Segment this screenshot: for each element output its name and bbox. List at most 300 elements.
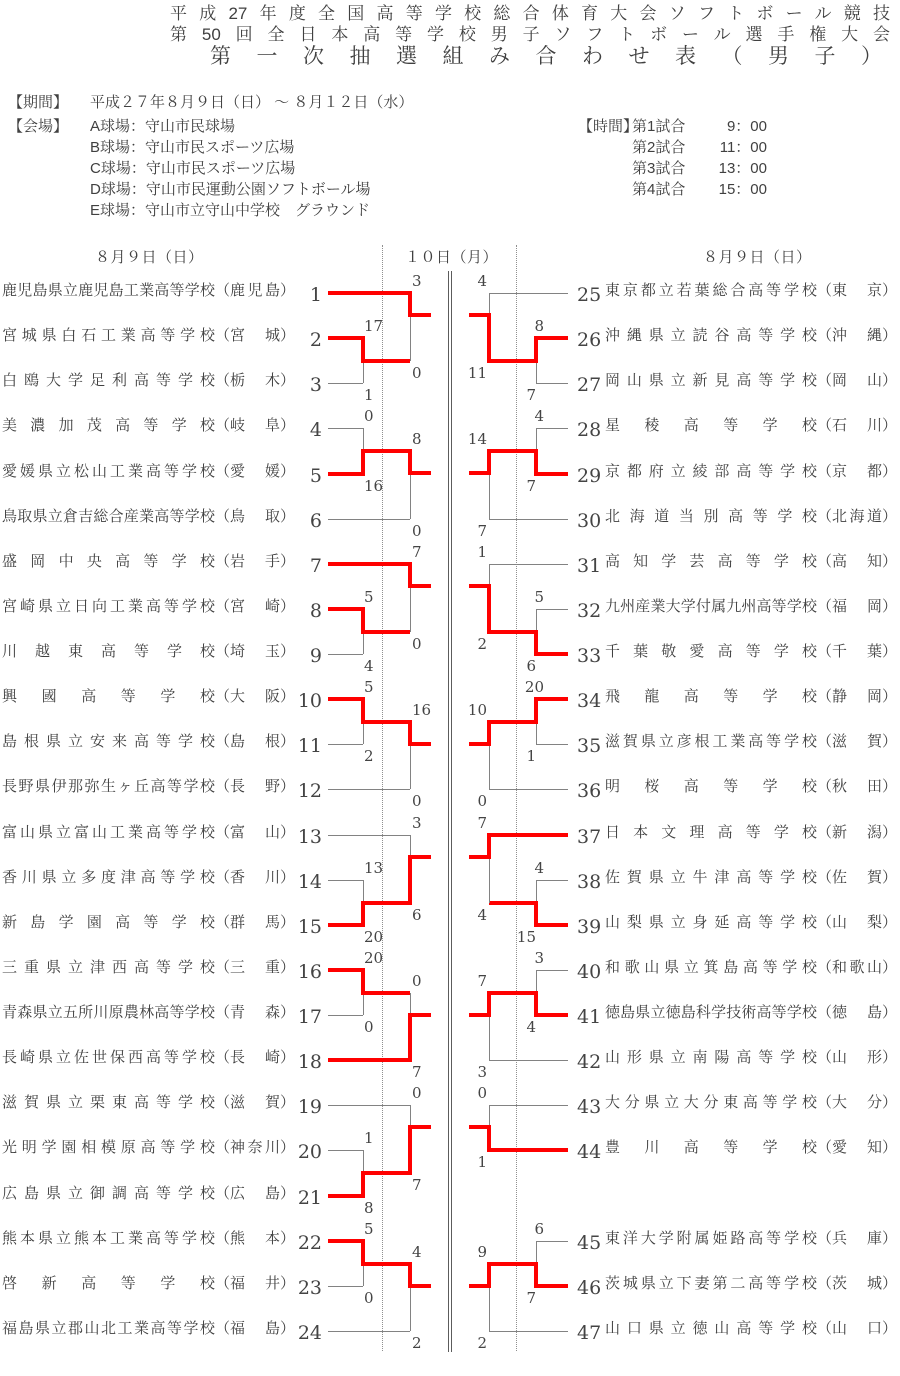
winner-line	[487, 313, 491, 363]
winner-line	[469, 742, 489, 746]
winner-line	[410, 855, 431, 859]
prefecture: 熊本	[230, 1230, 281, 1247]
match-score: 1	[364, 386, 374, 404]
prefecture: 鹿児島	[230, 282, 281, 299]
winner-line	[361, 968, 365, 995]
winner-line	[328, 968, 363, 972]
title-line-2: 第50回全日本高等学校男子ソフトボール選手権大会	[170, 25, 890, 44]
prefecture: 茨城	[832, 1275, 883, 1292]
prefecture: 佐賀	[832, 869, 883, 886]
winner-line	[487, 449, 491, 475]
team-number: 41	[577, 1006, 602, 1028]
venue-item: E球場：守山市立守山中学校 グラウンド	[90, 202, 371, 219]
team-number: 23	[297, 1277, 322, 1299]
team-name: 岡山県立新見高等学校	[605, 372, 817, 389]
match-score: 11	[467, 364, 487, 382]
team-number: 38	[577, 871, 602, 893]
team-pref: （福井）	[215, 1275, 296, 1292]
prefecture: 滋賀	[832, 733, 883, 750]
bracket-line	[489, 564, 568, 565]
winner-line	[489, 359, 536, 363]
winner-line	[489, 1148, 568, 1152]
team-name: 川越東高等学校	[2, 643, 215, 660]
winner-line	[328, 697, 363, 701]
team-number: 8	[309, 600, 322, 622]
prefecture: 鳥取	[230, 508, 281, 525]
team-number: 36	[577, 780, 602, 802]
bracket-line	[328, 1331, 410, 1332]
match-score: 0	[364, 1289, 374, 1307]
winner-line	[408, 855, 412, 905]
team-pref: （栃木）	[215, 372, 296, 389]
bracket-line	[489, 1105, 568, 1106]
team-pref: （長崎）	[215, 1049, 296, 1066]
team-pref: （岡山）	[817, 372, 898, 389]
team-name: 日本文理高等学校	[605, 824, 817, 841]
team-name: 盛岡中央高等学校	[2, 553, 215, 570]
prefecture: 広島	[230, 1185, 281, 1202]
team-number: 47	[577, 1322, 602, 1344]
team-name: 北海道当別高等学校	[605, 508, 817, 525]
team-number: 42	[577, 1051, 602, 1073]
prefecture: 富山	[230, 824, 281, 841]
team-name: 大分県立大分東高等学校	[605, 1094, 817, 1111]
winner-line	[487, 1262, 491, 1288]
team-number: 43	[577, 1096, 602, 1118]
venue-item: A球場：守山市民球場	[90, 118, 236, 135]
winner-line	[328, 1058, 410, 1062]
team-pref: （宮城）	[215, 327, 296, 344]
team-number: 26	[577, 329, 602, 351]
winner-line	[328, 336, 363, 340]
match-score: 4	[534, 407, 544, 425]
bracket-line	[328, 744, 363, 745]
team-pref: （愛媛）	[215, 463, 296, 480]
team-number: 31	[577, 555, 602, 577]
winner-line	[361, 449, 365, 476]
team-name: 宮崎県立日向工業高等学校	[2, 598, 215, 615]
prefecture: 石川	[832, 417, 883, 434]
team-number: 34	[577, 690, 602, 712]
team-name: 山梨県立身延高等学校	[605, 914, 817, 931]
team-pref: （熊本）	[215, 1230, 296, 1247]
winner-line	[469, 1284, 489, 1288]
team-name: 東京都立若葉総合高等学校	[605, 282, 817, 299]
bracket-line	[328, 428, 363, 429]
column-header-middle: １０日（月）	[405, 249, 499, 266]
prefecture: 福岡	[832, 598, 883, 615]
match-score: 4	[526, 1018, 536, 1036]
team-pref: （埼玉）	[215, 643, 296, 660]
team-number: 30	[577, 510, 602, 532]
team-pref: （北海道）	[817, 508, 898, 525]
winner-line	[536, 652, 568, 656]
team-number: 14	[297, 871, 322, 893]
team-pref: （三重）	[215, 959, 296, 976]
game-time: 9：00	[726, 118, 767, 135]
winner-line	[469, 1013, 489, 1017]
winner-line	[363, 630, 410, 634]
team-pref: （京都）	[817, 463, 898, 480]
team-pref: （滋賀）	[215, 1094, 296, 1111]
winner-line	[534, 630, 538, 656]
bracket-line	[536, 428, 568, 429]
prefecture: 大阪	[230, 688, 281, 705]
winner-line	[410, 1125, 431, 1129]
prefecture: 秋田	[832, 778, 883, 795]
prefecture: 大分	[832, 1094, 883, 1111]
team-pref: （長野）	[215, 778, 296, 795]
column-header-right: ８月９日（日）	[703, 249, 812, 266]
prefecture: 栃木	[230, 372, 281, 389]
bracket-line	[328, 880, 363, 881]
prefecture: 愛媛	[230, 463, 281, 480]
team-name: 光明学園相模原高等学校	[2, 1139, 215, 1156]
prefecture: 京都	[832, 463, 883, 480]
match-score: 5	[364, 588, 374, 606]
match-score: 20	[364, 928, 384, 946]
bracket-line	[489, 1331, 568, 1332]
bracket-line	[328, 519, 410, 520]
game-time: 15：00	[718, 181, 767, 198]
winner-line	[363, 901, 410, 905]
match-score: 0	[412, 972, 422, 990]
winner-line	[363, 1262, 410, 1266]
title-line-3: 第一次抽選組み合わせ表（男子）	[210, 45, 882, 68]
winner-line	[469, 855, 489, 859]
winner-line	[534, 991, 538, 1017]
team-pref: （和歌山）	[817, 959, 898, 976]
team-pref: （山形）	[817, 1049, 898, 1066]
time-label: 【時間】	[578, 118, 639, 135]
team-number: 46	[577, 1277, 602, 1299]
prefecture: 千葉	[832, 643, 883, 660]
winner-line	[361, 607, 365, 634]
match-score: 9	[477, 1243, 487, 1261]
match-score: 0	[412, 522, 422, 540]
winner-line	[536, 697, 568, 701]
team-pref: （静岡）	[817, 688, 898, 705]
match-score: 17	[364, 317, 384, 335]
team-pref: （徳島）	[817, 1004, 898, 1021]
winner-line	[408, 291, 412, 317]
team-name: 三重県立津西高等学校	[2, 959, 215, 976]
winner-line	[408, 562, 412, 588]
match-score: 16	[364, 477, 384, 495]
team-number: 25	[577, 284, 602, 306]
winner-line	[408, 1013, 412, 1062]
team-number: 13	[297, 826, 322, 848]
team-pref: （新潟）	[817, 824, 898, 841]
team-number: 16	[297, 961, 322, 983]
team-name: 長野県伊那弥生ヶ丘高等学校	[2, 778, 215, 795]
team-pref: （佐賀）	[817, 869, 898, 886]
prefecture: 静岡	[832, 688, 883, 705]
prefecture: 高知	[832, 553, 883, 570]
match-score: 6	[412, 906, 422, 924]
team-name: 宮城県白石工業高等学校	[2, 327, 215, 344]
team-name: 山形県立南陽高等学校	[605, 1049, 817, 1066]
winner-line	[487, 720, 491, 746]
match-score: 0	[477, 1084, 487, 1102]
winner-line	[363, 720, 410, 724]
team-number: 19	[297, 1096, 322, 1118]
prefecture: 山形	[832, 1049, 883, 1066]
team-name: 美濃加茂高等学校	[2, 417, 215, 434]
winner-line	[328, 562, 410, 566]
match-score: 5	[364, 678, 374, 696]
match-score: 7	[526, 386, 536, 404]
team-number: 35	[577, 735, 602, 757]
bracket-line	[328, 1150, 363, 1151]
prefecture: 福島	[230, 1320, 281, 1337]
team-name: 島根県立安来高等学校	[2, 733, 215, 750]
winner-line	[534, 697, 538, 724]
match-score: 0	[412, 364, 422, 382]
team-number: 11	[297, 735, 322, 757]
match-score: 6	[534, 1220, 544, 1238]
winner-line	[408, 1262, 412, 1288]
bracket-line	[536, 1241, 568, 1242]
winner-line	[363, 359, 410, 363]
match-score: 1	[364, 1129, 374, 1147]
match-score: 10	[467, 701, 487, 719]
bracket-line	[536, 970, 568, 971]
prefecture: 宮城	[230, 327, 281, 344]
winner-line	[469, 584, 489, 588]
team-number: 33	[577, 645, 602, 667]
match-score: 16	[412, 701, 432, 719]
bracket-line	[536, 880, 568, 881]
match-score: 7	[526, 477, 536, 495]
team-number: 32	[577, 600, 602, 622]
winner-line	[489, 833, 568, 837]
team-name: 豊川高等学校	[605, 1139, 817, 1156]
winner-line	[410, 1284, 431, 1288]
team-name: 滋賀県立栗東高等学校	[2, 1094, 215, 1111]
winner-line	[469, 313, 489, 317]
team-pref: （福島）	[215, 1320, 296, 1337]
team-number: 44	[577, 1141, 602, 1163]
team-name: 愛媛県立松山工業高等学校	[2, 463, 215, 480]
team-pref: （大阪）	[215, 688, 296, 705]
team-number: 39	[577, 916, 602, 938]
venue-item: D球場：守山市民運動公園ソフトボール場	[90, 181, 371, 198]
team-pref: （青森）	[215, 1004, 296, 1021]
bracket-line	[489, 293, 568, 294]
team-name: 京都府立綾部高等学校	[605, 463, 817, 480]
venue-label: 【会場】	[8, 118, 69, 135]
match-score: 13	[364, 859, 384, 877]
winner-line	[363, 991, 410, 995]
winner-line	[408, 720, 412, 746]
team-pref: （滋賀）	[817, 733, 898, 750]
team-number: 17	[297, 1006, 322, 1028]
prefecture: 埼玉	[230, 643, 281, 660]
winner-line	[361, 1171, 365, 1198]
team-number: 28	[577, 419, 602, 441]
team-name: 鹿児島県立鹿児島工業高等学校	[2, 282, 215, 299]
match-score: 7	[412, 1063, 422, 1081]
team-pref: （高知）	[817, 553, 898, 570]
winner-line	[361, 697, 365, 724]
prefecture: 三重	[230, 959, 281, 976]
prefecture: 山梨	[832, 914, 883, 931]
match-score: 2	[412, 1334, 422, 1352]
team-name: 山口県立徳山高等学校	[605, 1320, 817, 1337]
prefecture: 長崎	[230, 1049, 281, 1066]
match-score: 0	[412, 635, 422, 653]
prefecture: 群馬	[230, 914, 281, 931]
team-pref: （香川）	[215, 869, 296, 886]
winner-line	[328, 1194, 363, 1198]
match-score: 0	[412, 1084, 422, 1102]
winner-line	[536, 1013, 568, 1017]
game-label: 第2試合	[632, 139, 686, 156]
match-score: 4	[534, 859, 544, 877]
team-pref: （岩手）	[215, 553, 296, 570]
team-name: 興國高等学校	[2, 688, 215, 705]
venue-item: C球場：守山市民スポーツ広場	[90, 160, 296, 177]
winner-line	[410, 1013, 431, 1017]
winner-line	[408, 449, 412, 475]
team-name: 千葉敬愛高等学校	[605, 643, 817, 660]
game-time: 13：00	[718, 160, 767, 177]
team-number: 40	[577, 961, 602, 983]
match-score: 3	[534, 949, 544, 967]
team-number: 22	[297, 1232, 322, 1254]
prefecture: 沖縄	[832, 327, 883, 344]
match-score: 4	[477, 272, 487, 290]
prefecture: 山口	[832, 1320, 883, 1337]
match-score: 20	[364, 949, 384, 967]
team-pref: （岐阜）	[215, 417, 296, 434]
team-pref: （群馬）	[215, 914, 296, 931]
bracket-line	[328, 1286, 363, 1287]
team-pref: （富山）	[215, 824, 296, 841]
bracket-line	[489, 1060, 568, 1061]
prefecture: 岩手	[230, 553, 281, 570]
match-score: 7	[477, 522, 487, 540]
match-score: 0	[412, 792, 422, 810]
team-name: 飛龍高等学校	[605, 688, 817, 705]
winner-line	[534, 449, 538, 476]
team-name: 富山県立富山工業高等学校	[2, 824, 215, 841]
bracket-line	[328, 789, 410, 790]
team-name: 香川県立多度津高等学校	[2, 869, 215, 886]
team-pref: （千葉）	[817, 643, 898, 660]
team-name: 高知学芸高等学校	[605, 553, 817, 570]
winner-line	[410, 742, 431, 746]
winner-line	[534, 901, 538, 927]
team-name: 佐賀県立牛津高等学校	[605, 869, 817, 886]
match-score: 20	[524, 678, 544, 696]
prefecture: 島根	[230, 733, 281, 750]
winner-line	[361, 1239, 365, 1266]
team-number: 27	[577, 374, 602, 396]
team-name: 九州産業大学付属九州高等学校	[605, 598, 817, 615]
team-name: 和歌山県立箕島高等学校	[605, 959, 817, 976]
match-score: 1	[477, 543, 487, 561]
prefecture: 神奈川	[230, 1139, 281, 1156]
winner-line	[487, 584, 491, 634]
team-name: 鳥取県立倉吉総合産業高等学校	[2, 508, 215, 525]
team-pref: （大分）	[817, 1094, 898, 1111]
match-score: 0	[364, 1018, 374, 1036]
prefecture: 岡山	[832, 372, 883, 389]
bracket-line	[328, 835, 410, 836]
match-score: 4	[412, 1243, 422, 1261]
column-header-left: ８月９日（日）	[95, 249, 204, 266]
team-name: 東洋大学附属姫路高等学校	[605, 1230, 817, 1247]
team-name: 広島県立御調高等学校	[2, 1185, 215, 1202]
team-name: 新島学園高等学校	[2, 914, 215, 931]
winner-line	[489, 449, 536, 453]
match-score: 7	[412, 1176, 422, 1194]
winner-line	[328, 923, 363, 927]
bracket-line	[328, 1015, 363, 1016]
prefecture: 宮崎	[230, 598, 281, 615]
prefecture: 滋賀	[230, 1094, 281, 1111]
team-name: 星稜高等学校	[605, 417, 817, 434]
team-pref: （神奈川）	[215, 1139, 296, 1156]
team-name: 徳島県立徳島科学技術高等学校	[605, 1004, 817, 1021]
team-number: 24	[297, 1322, 322, 1344]
team-pref: （山口）	[817, 1320, 898, 1337]
game-label: 第4試合	[632, 181, 686, 198]
match-score: 2	[477, 635, 487, 653]
match-score: 2	[477, 1334, 487, 1352]
match-score: 7	[526, 1289, 536, 1307]
team-pref: （島根）	[215, 733, 296, 750]
match-score: 1	[526, 747, 536, 765]
team-pref: （茨城）	[817, 1275, 898, 1292]
team-name: 福島県立郡山北工業高等学校	[2, 1320, 215, 1337]
match-score: 0	[477, 792, 487, 810]
match-score: 5	[364, 1220, 374, 1238]
winner-line	[536, 1284, 568, 1288]
team-number: 1	[309, 284, 322, 306]
game-label: 第3試合	[632, 160, 686, 177]
winner-line	[328, 291, 410, 295]
bracket-line	[536, 383, 568, 384]
prefecture: 徳島	[832, 1004, 883, 1021]
prefecture: 愛知	[832, 1139, 883, 1156]
winner-line	[536, 336, 568, 340]
match-score: 15	[516, 928, 536, 946]
match-score: 5	[534, 588, 544, 606]
winner-line	[408, 1125, 412, 1175]
team-name: 沖縄県立読谷高等学校	[605, 327, 817, 344]
winner-line	[410, 313, 431, 317]
prefecture: 東京	[832, 282, 883, 299]
team-number: 7	[309, 555, 322, 577]
match-score: 3	[412, 272, 422, 290]
winner-line	[328, 607, 363, 611]
match-score: 1	[477, 1153, 487, 1171]
team-pref: （鹿児島）	[215, 282, 296, 299]
winner-line	[487, 833, 491, 859]
winner-line	[328, 472, 363, 476]
prefecture: 兵庫	[832, 1230, 883, 1247]
match-score: 4	[364, 657, 374, 675]
team-number: 12	[297, 780, 322, 802]
winner-line	[363, 449, 410, 453]
prefecture: 青森	[230, 1004, 281, 1021]
winner-line	[489, 1262, 536, 1266]
team-number: 6	[309, 510, 322, 532]
team-number: 15	[297, 916, 322, 938]
